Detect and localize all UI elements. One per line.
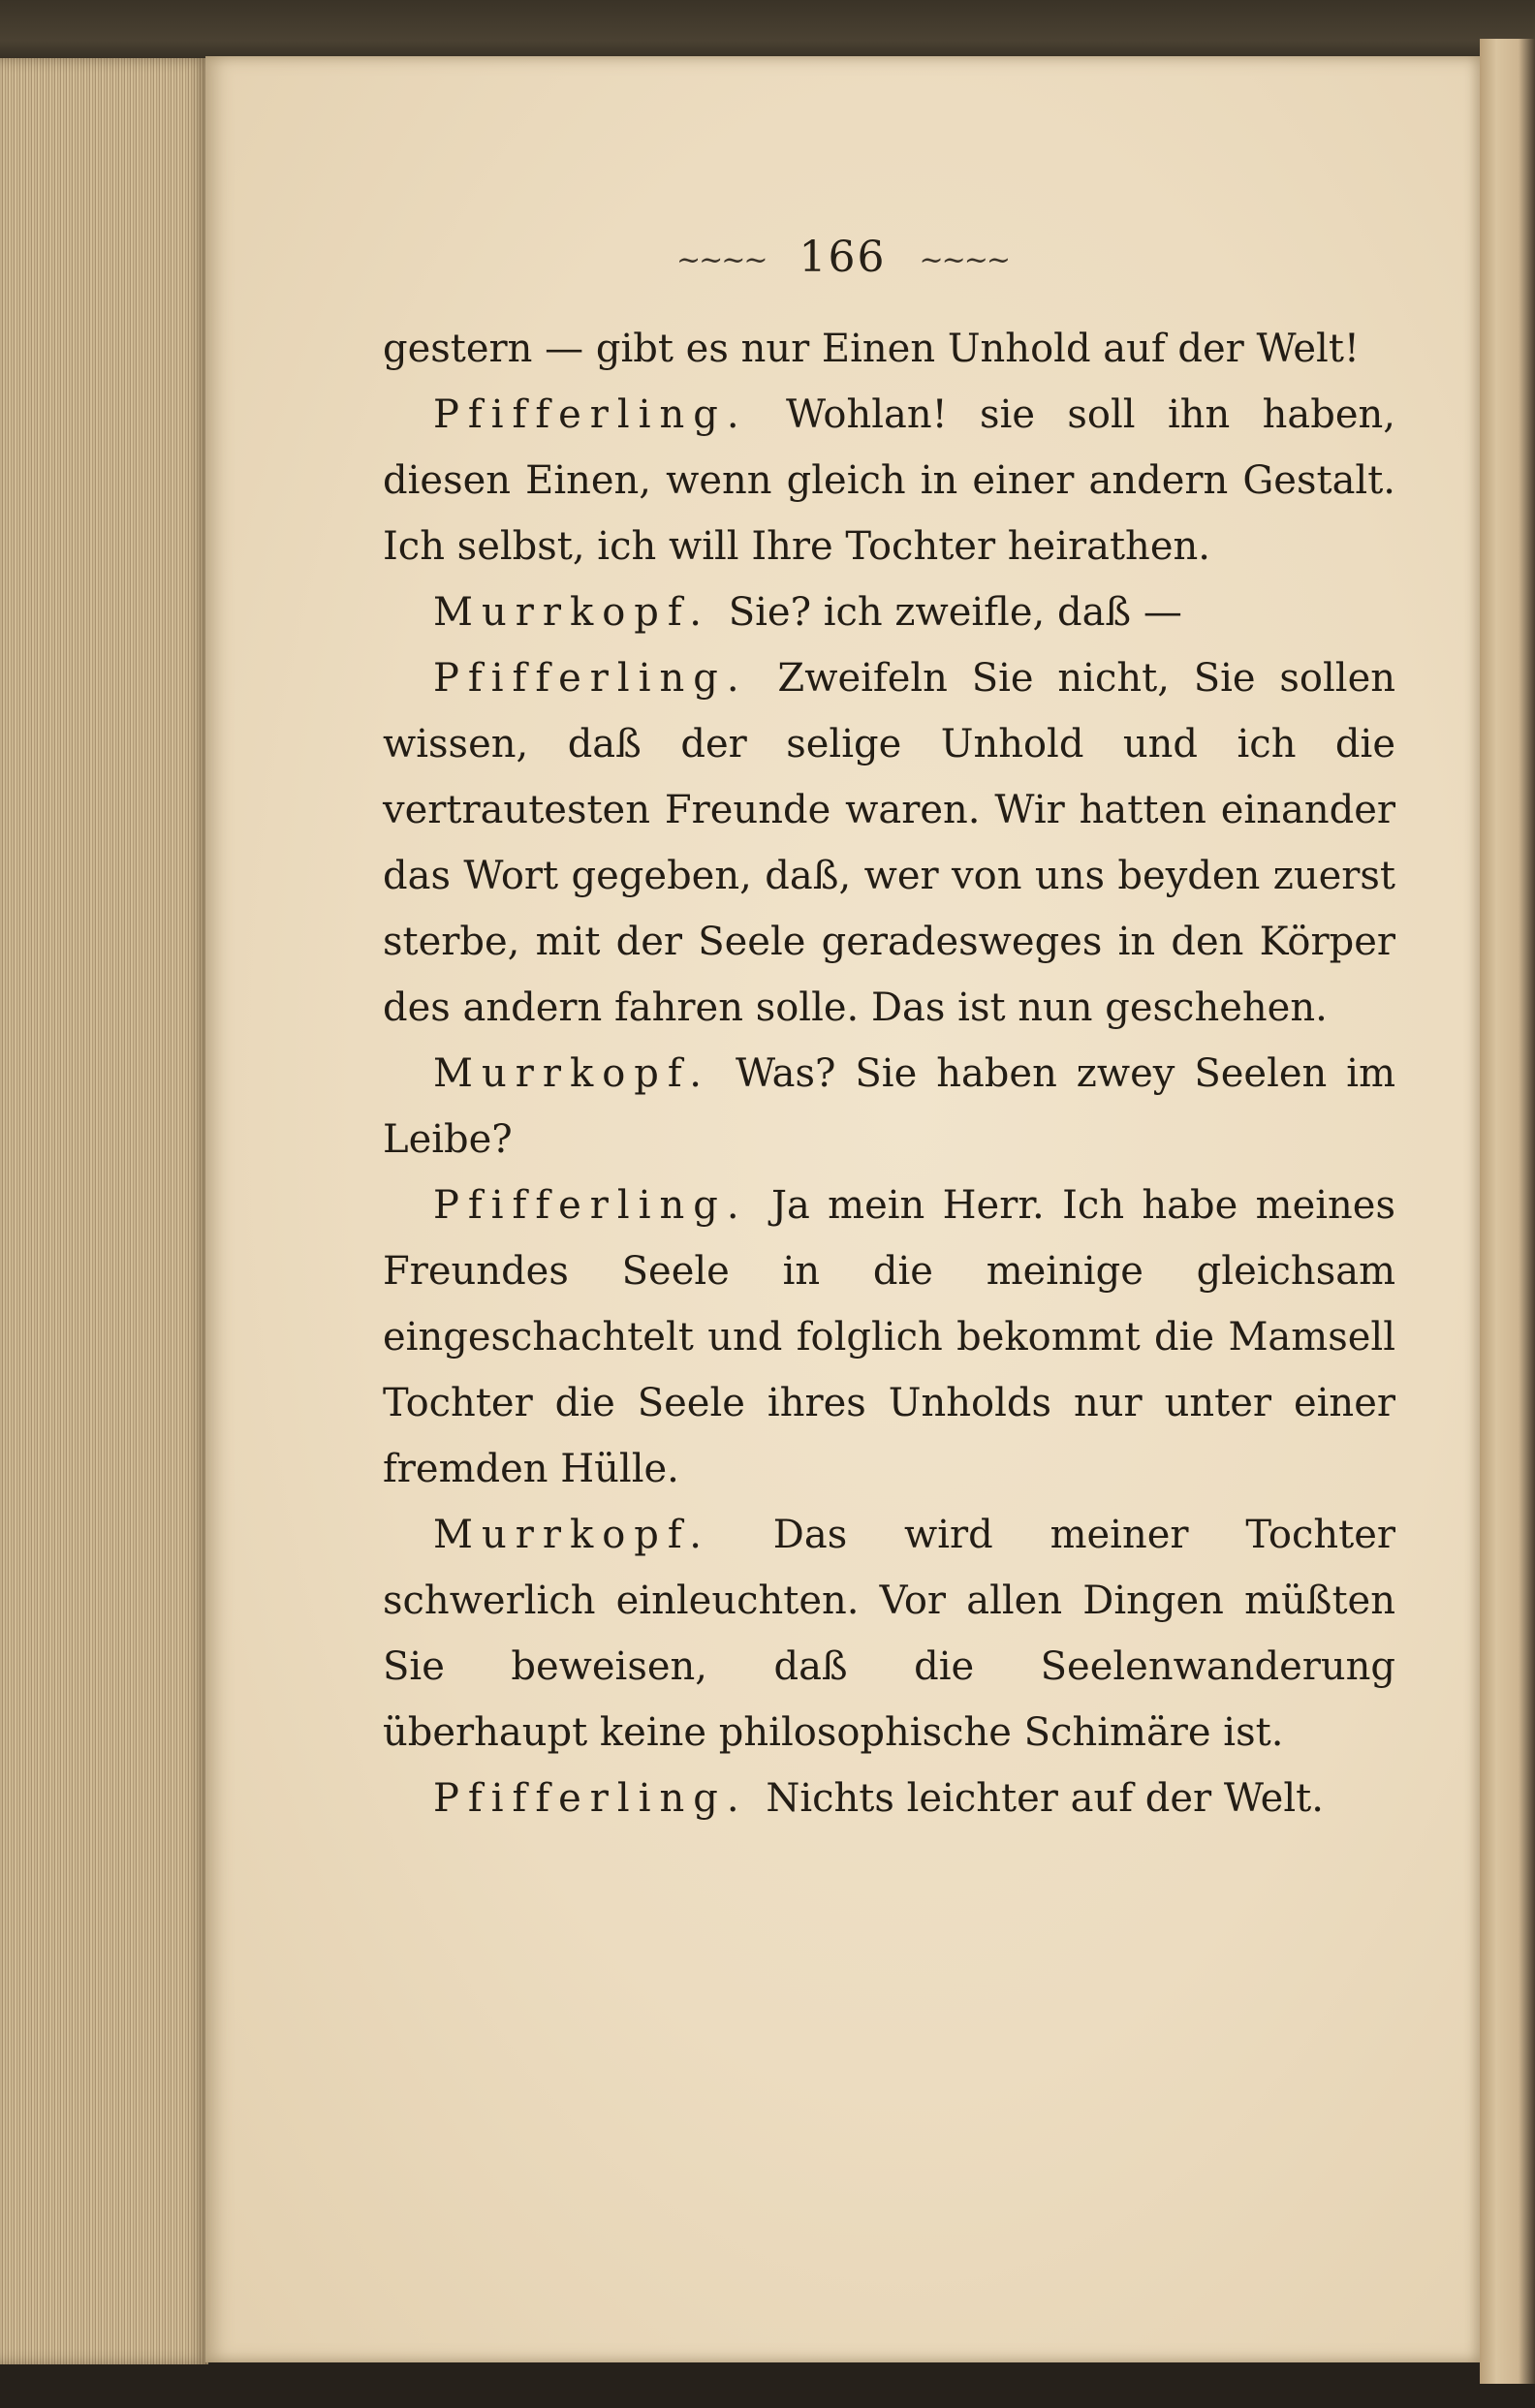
- page-number: 166: [799, 233, 887, 282]
- paragraph: [383, 645, 1395, 1041]
- ornament-left: ~~~~: [675, 243, 767, 277]
- paragraph-text: Nichts leichter auf der Welt.: [766, 1776, 1324, 1821]
- paragraph: [383, 1502, 1395, 1766]
- paragraph-text: Sie? ich zweifle, daß —: [728, 590, 1182, 635]
- speaker-name: Pfifferling.: [433, 392, 748, 437]
- paragraph: [383, 1041, 1395, 1173]
- ornament-right: ~~~~: [919, 243, 1010, 277]
- paragraph-text: gestern — gibt es nur Einen Unhold auf der Welt!: [383, 327, 1360, 371]
- paragraph-text: Wohlan! sie soll ihn haben, diesen Einen, wenn gleich in einer andern Gestalt. Ich selbst, ich will Ihre Tochter heirathen.: [383, 392, 1396, 569]
- speaker-name: Pfifferling.: [433, 1776, 748, 1821]
- facing-page-edge: [1480, 39, 1535, 2384]
- speaker-name: Murrkopf.: [433, 1051, 710, 1096]
- paragraph: [383, 1173, 1395, 1502]
- page-edges-stack: [0, 58, 208, 2364]
- paragraph-text: Was? Sie haben zwey Seelen im Leibe?: [383, 1051, 1396, 1162]
- paragraph-text: Zweifeln Sie nicht, Sie sollen wissen, daß der selige Unhold und ich die vertrautesten Freunde waren. Wir hatten einander das Wort gegeben, daß, wer von uns beyden zuerst sterbe, mit der Seele geradesweges in den Körper des andern fahren solle. Das ist nun geschehen.: [383, 656, 1396, 1030]
- speaker-name: Pfifferling.: [433, 1183, 748, 1228]
- paragraph-text: Ja mein Herr. Ich habe meines Freundes Seele in die meinige gleichsam eingeschachtelt und folglich bekommt die Mamsell Tochter die Seele ihres Unholds nur unter einer fremden Hülle.: [383, 1183, 1395, 1491]
- paragraph: [383, 579, 1395, 645]
- paragraph: [383, 1766, 1395, 1831]
- paragraph-text: Das wird meiner Tochter schwerlich einleuchten. Vor allen Dingen müßten Sie beweisen, daß die Seelenwanderung überhaupt keine philosophische Schimäre ist.: [383, 1513, 1395, 1755]
- paragraph: [383, 316, 1395, 382]
- page-body: [383, 316, 1395, 1831]
- paragraph: [383, 382, 1395, 579]
- running-header: [205, 233, 1480, 282]
- speaker-name: Murrkopf.: [433, 1513, 710, 1557]
- speaker-name: Pfifferling.: [433, 656, 748, 701]
- speaker-name: Murrkopf.: [433, 590, 710, 635]
